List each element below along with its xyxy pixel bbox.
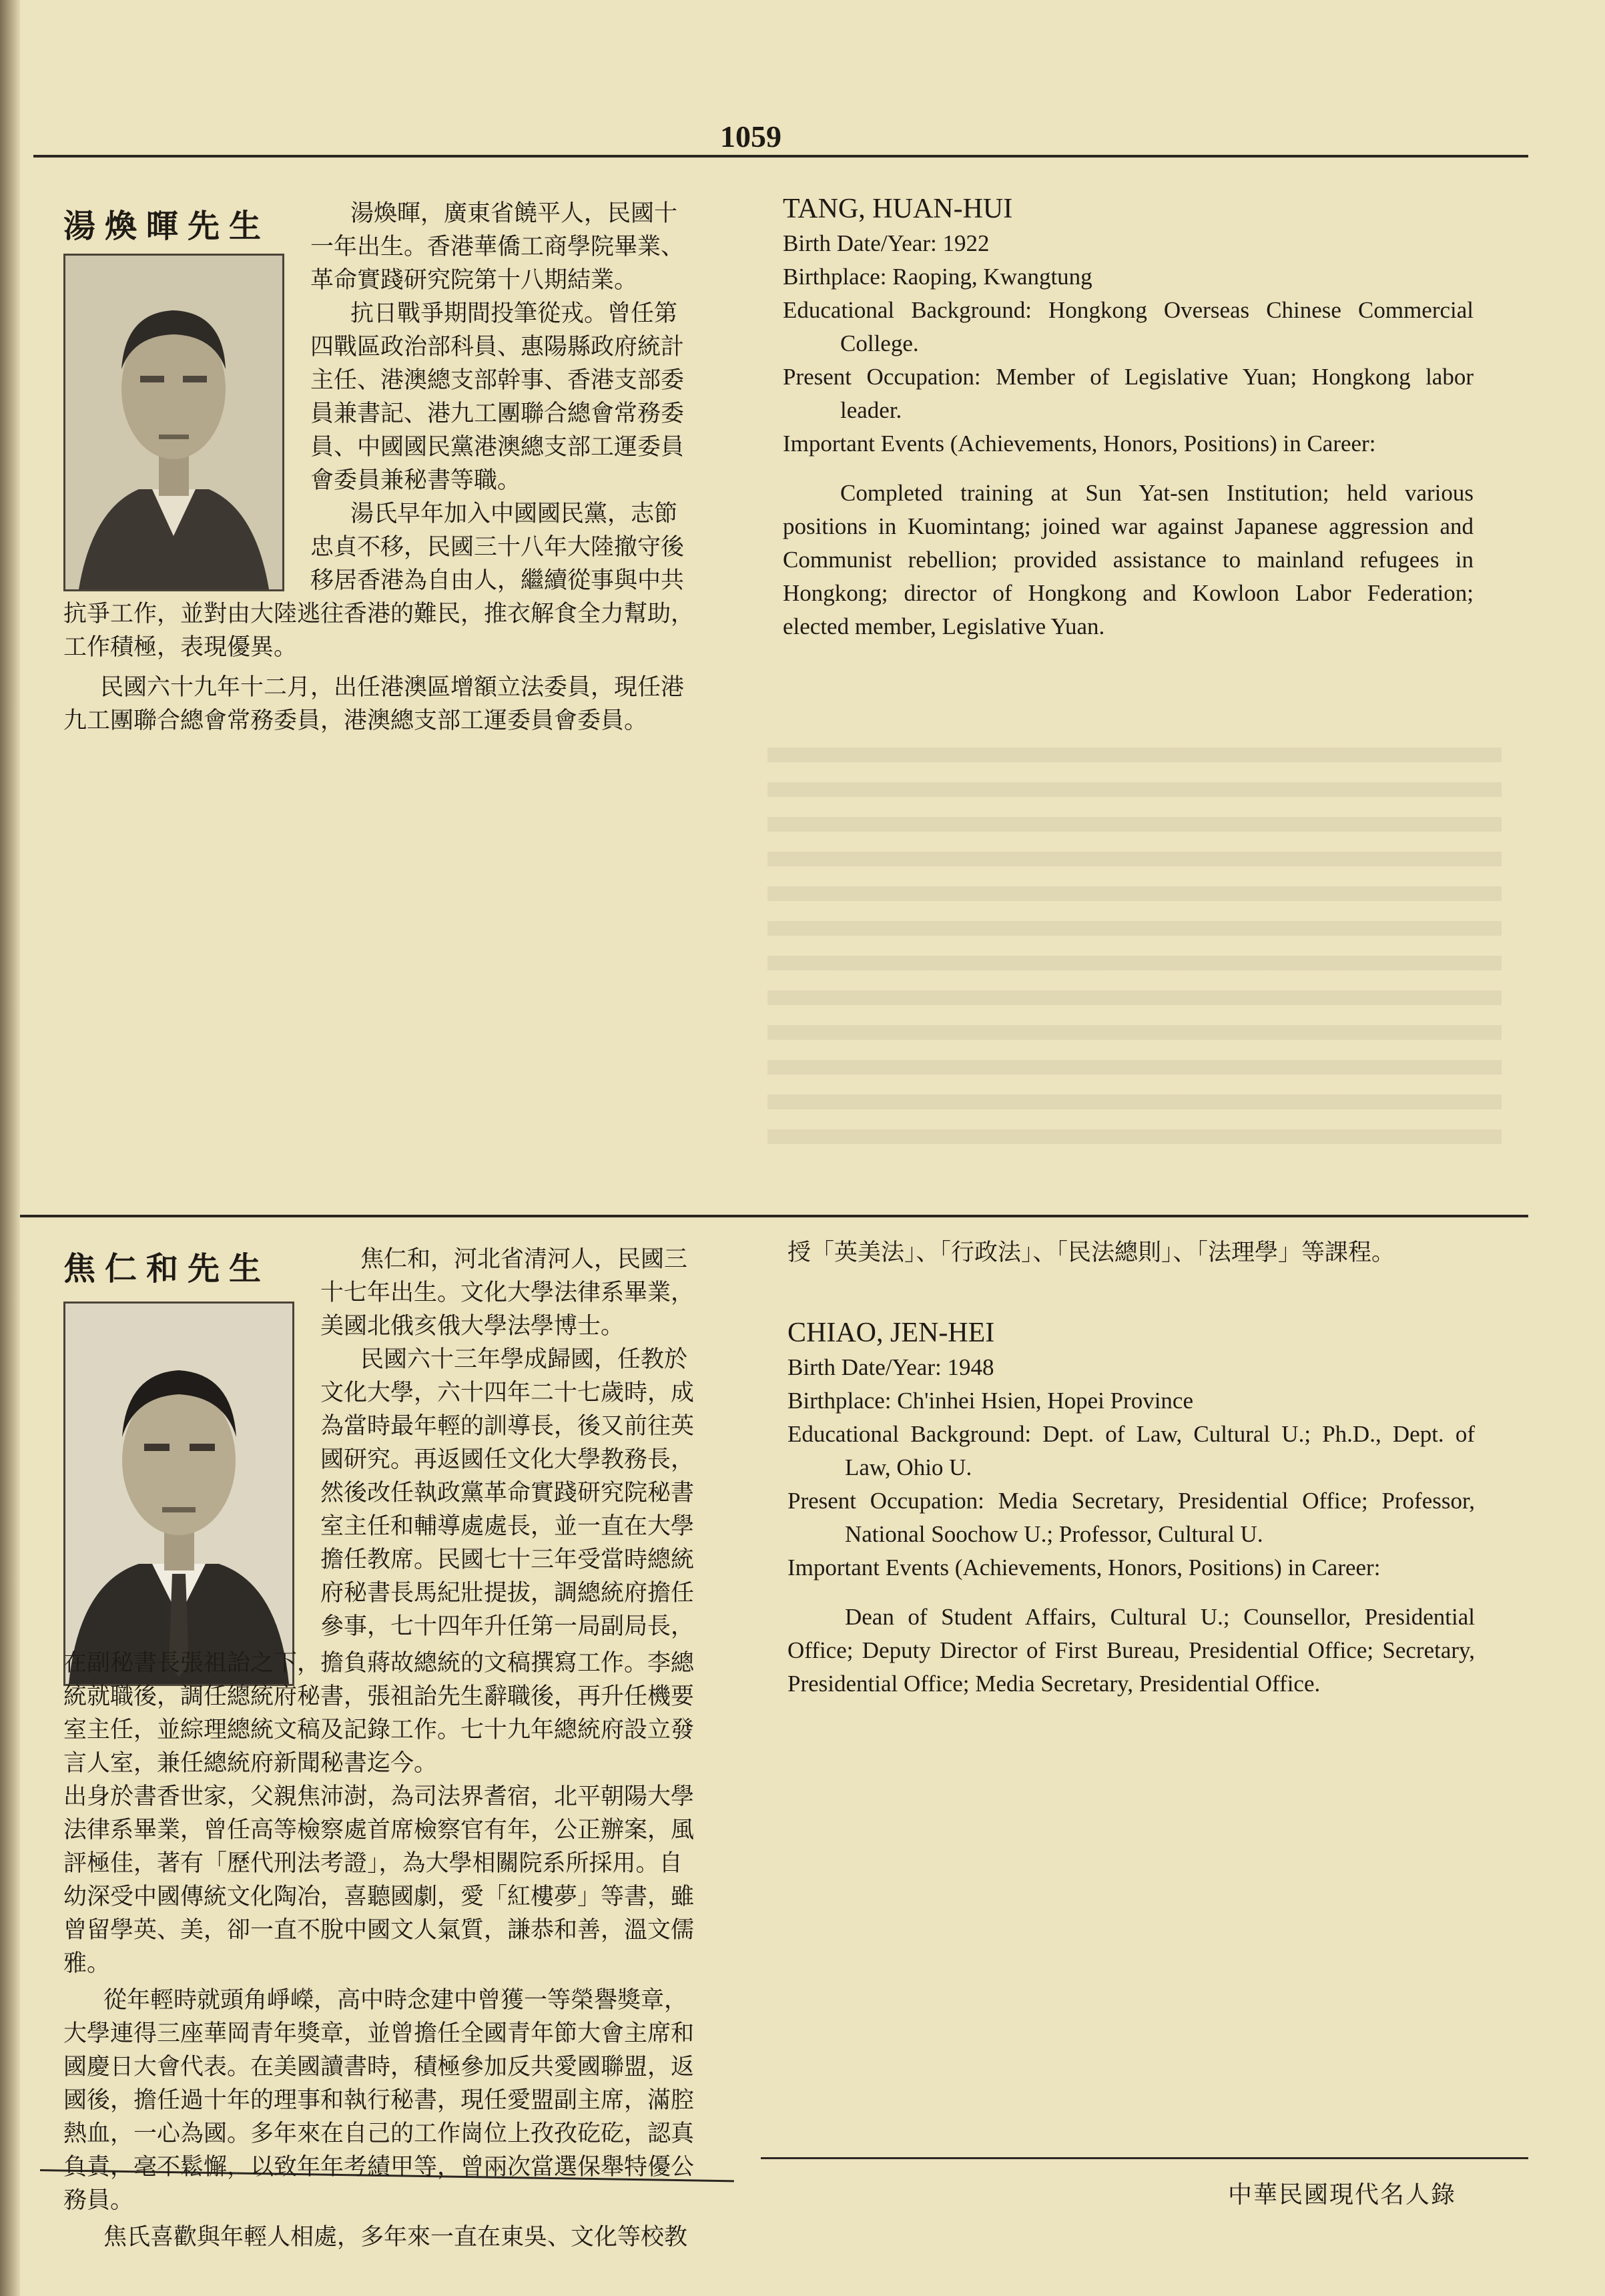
entry-2-events-heading: Important Events (Achievements, Honors, Positions) in Career: <box>787 1554 1381 1581</box>
entry-2-career: Dean of Student Affairs, Cultural U.; Counsellor, Presidential Office; Deputy Director of First Bureau, Presidential Office; Secretary, Presidential Office; Media Secretary, Presidential Office. <box>787 1604 1475 1697</box>
entry-2-english-text <box>787 1236 1475 1701</box>
entry-1-education: Educational Background: Hongkong Overseas Chinese Commercial College. <box>783 297 1474 356</box>
entry-1-chinese-text <box>63 197 727 744</box>
entry-divider <box>20 1215 1528 1217</box>
zh-line: 革命實踐研究院第十八期結業。 <box>310 267 638 294</box>
zh-line: 四戰區政治部科員、惠陽縣政府統計 <box>310 334 685 360</box>
zh-line: 會委員兼秘書等職。 <box>310 467 521 494</box>
zh-line: 室主任，並綜理總統文稿及記錄工作。七十九年總統府設立發 <box>63 1717 695 1743</box>
zh-line: 室主任和輔導處處長，並一直在大學 <box>320 1513 695 1540</box>
zh-line: 九工團聯合總會常務委員，港澳總支部工運委員會委員。 <box>63 707 648 734</box>
zh-line: 言人室，兼任總統府新聞秘書迄今。 <box>63 1750 438 1777</box>
zh-line: 擔任教席。民國七十三年受當時總統 <box>320 1546 695 1573</box>
zh-line: 為當時最年輕的訓導長，後又前往英 <box>320 1413 695 1440</box>
zh-line: 美國北俄亥俄大學法學博士。 <box>320 1313 625 1340</box>
zh-line: 國後，擔任過十年的理事和執行秘書，現任愛盟副主席，滿腔 <box>63 2087 695 2114</box>
zh-line: 負責，毫不鬆懈，以致年年考績甲等，曾兩次當選保舉特優公 <box>63 2154 695 2181</box>
entry-2-birth-date: Birth Date/Year: 1948 <box>787 1354 994 1380</box>
zh-line: 務員。 <box>63 2187 134 2214</box>
zh-line: 曾留學英、美，卻一直不脫中國文人氣質，謙恭和善，溫文儒 <box>63 1917 695 1944</box>
zh-line: 忠貞不移，民國三十八年大陸撤守後 <box>310 534 685 561</box>
entry-1-career: Completed training at Sun Yat-sen Institution; held various positions in Kuomintang; joined war against Japanese aggression and Communist rebellion; provided assistance to mainland refugees in Hongkong; director of Hongkong and Kowloon Labor Federation; elected member, Legislative Yuan. <box>783 480 1474 639</box>
zh-line: 幼深受中國傳統文化陶冶，喜聽國劇，愛「紅樓夢」等書，雖 <box>63 1884 695 1910</box>
zh-line: 民國六十三年學成歸國，任教於 <box>360 1346 688 1373</box>
zh-line: 熱血，一心為國。多年來在自己的工作崗位上孜孜矻矻，認真 <box>63 2120 695 2147</box>
entry-1-birth-date: Birth Date/Year: 1922 <box>783 230 990 256</box>
entry-2-chinese-continuation: 授「英美法」、「行政法」、「民法總則」、「法理學」等課程。 <box>787 1239 1395 1266</box>
zh-line: 工作積極，表現優異。 <box>63 634 298 661</box>
entry-1-occupation: Present Occupation: Member of Legislative Yuan; Hongkong labor leader. <box>783 364 1474 423</box>
zh-line: 員兼書記、港九工團聯合總會常務委 <box>310 400 685 427</box>
book-title-footer: 中華民國現代名人錄 <box>1228 2181 1457 2209</box>
page-number: 1059 <box>720 119 781 154</box>
entry-1-events-heading: Important Events (Achievements, Honors, Positions) in Career: <box>783 431 1376 457</box>
zh-line: 法律系畢業，曾任高等檢察處首席檢察官有年，公正辦案，風 <box>63 1817 695 1843</box>
zh-line: 出身於書香世家，父親焦沛澍，為司法界耆宿，北平朝陽大學 <box>63 1783 695 1810</box>
zh-line: 民國六十九年十二月，出任港澳區增額立法委員，現任港 <box>100 674 685 701</box>
zh-line: 焦氏喜歡與年輕人相處，多年來一直在東吳、文化等校教 <box>103 2224 688 2251</box>
entry-1-chinese-name: 湯煥暉先生 <box>63 208 271 245</box>
zh-line: 從年輕時就頭角崢嶸，高中時念建中曾獲一等榮譽獎章， <box>103 1987 688 2014</box>
entry-1-birthplace: Birthplace: Raoping, Kwangtung <box>783 264 1092 290</box>
zh-line: 大學連得三座華岡青年獎章，並曾擔任全國青年節大會主席和 <box>63 2020 695 2047</box>
zh-line: 一年出生。香港華僑工商學院畢業、 <box>310 234 685 260</box>
bleed-through-texture <box>767 748 1502 1161</box>
zh-line: 在副秘書長張祖詒之下，擔負蔣故總統的文稿撰寫工作。李總 <box>63 1650 695 1677</box>
zh-line: 國慶日大會代表。在美國讀書時，積極參加反共愛國聯盟，返 <box>63 2054 695 2080</box>
top-rule <box>33 155 1528 158</box>
zh-line: 參事，七十四年升任第一局副局長， <box>320 1613 695 1640</box>
entry-2-chinese-name: 焦仁和先生 <box>63 1250 271 1287</box>
entry-2-birthplace: Birthplace: Ch'inhei Hsien, Hopei Province <box>787 1388 1193 1414</box>
book-gutter <box>0 0 20 2296</box>
zh-line: 統就職後，調任總統府秘書，張祖詒先生辭職後，再升任機要 <box>63 1683 695 1710</box>
entry-1-english-name: TANG, HUAN-HUI <box>783 194 1013 224</box>
entry-2-chinese-text <box>63 1243 727 2251</box>
zh-line: 雅。 <box>63 1950 111 1977</box>
zh-line: 文化大學，六十四年二十七歲時，成 <box>320 1380 695 1406</box>
zh-line: 湯氏早年加入中國國民黨，志節 <box>350 501 678 527</box>
zh-line: 評極佳，著有「歷代刑法考證」，為大學相關院系所採用。自 <box>63 1850 683 1877</box>
zh-line: 十七年出生。文化大學法律系畢業， <box>320 1279 695 1306</box>
entry-1-english-text <box>783 192 1474 643</box>
entry-2-occupation: Present Occupation: Media Secretary, Presidential Office; Professor, National Soochow U.; Professor, Cultural U. <box>787 1488 1475 1547</box>
entry-2-english-name: CHIAO, JEN-HEI <box>787 1318 995 1348</box>
entry-2-education: Educational Background: Dept. of Law, Cultural U.; Ph.D., Dept. of Law, Ohio U. <box>787 1421 1475 1480</box>
zh-line: 湯煥暉，廣東省饒平人，民國十 <box>350 200 678 227</box>
zh-line: 主任、港澳總支部幹事、香港支部委 <box>310 367 685 394</box>
footer-rule-right <box>761 2157 1528 2159</box>
zh-line: 府秘書長馬紀壯提拔，調總統府擔任 <box>320 1580 695 1607</box>
zh-line: 移居香港為自由人，繼續從事與中共 <box>310 567 685 594</box>
zh-line: 焦仁和，河北省清河人，民國三 <box>360 1246 688 1273</box>
zh-line: 抗日戰爭期間投筆從戎。曾任第 <box>350 300 678 327</box>
zh-line: 國研究。再返國任文化大學教務長， <box>320 1446 695 1473</box>
zh-line: 員、中國國民黨港澳總支部工運委員 <box>310 434 685 461</box>
zh-line: 抗爭工作，並對由大陸逃往香港的難民，推衣解食全力幫助， <box>63 601 695 627</box>
zh-line: 然後改任執政黨革命實踐研究院秘書 <box>320 1480 695 1506</box>
